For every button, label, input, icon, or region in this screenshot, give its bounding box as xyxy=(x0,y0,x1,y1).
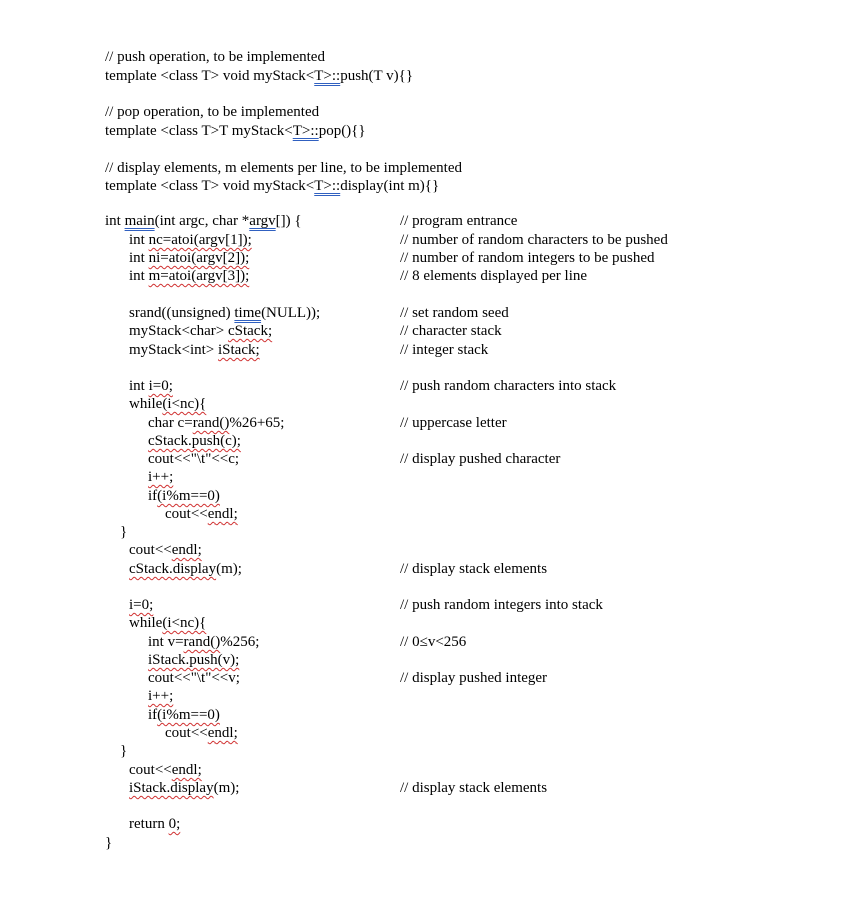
code-comment: // display pushed character xyxy=(400,451,561,467)
comment-line: // pop operation, to be implemented xyxy=(105,104,320,120)
code-line: if(i%m==0) xyxy=(148,707,220,723)
code-line: } xyxy=(120,524,128,540)
code-line: } xyxy=(120,743,128,759)
code-line: char c=rand()%26+65; xyxy=(148,415,285,431)
code-line: cout<<endl; xyxy=(165,725,238,741)
code-line: myStack<int> iStack; xyxy=(129,342,260,358)
code-comment: // 0≤v<256 xyxy=(400,634,467,650)
code-comment: // character stack xyxy=(400,323,502,339)
code-line: i++; xyxy=(148,688,174,704)
code-line: i=0; xyxy=(129,597,154,613)
code-line: } xyxy=(105,835,113,851)
code-line: while(i<nc){ xyxy=(129,615,207,631)
code-line: int m=atoi(argv[3]); xyxy=(129,268,250,284)
template-declaration: template <class T> void myStack<T>::display(int m){} xyxy=(105,178,440,194)
code-comment: // number of random integers to be pushed xyxy=(400,250,655,266)
code-line: srand((unsigned) time(NULL)); xyxy=(129,305,321,321)
template-declaration: template <class T> void myStack<T>::push(T v){} xyxy=(105,68,414,84)
code-line: int ni=atoi(argv[2]); xyxy=(129,250,250,266)
code-comment: // number of random characters to be pushed xyxy=(400,232,668,248)
code-comment: // program entrance xyxy=(400,213,518,229)
code-comment: // set random seed xyxy=(400,305,509,321)
code-comment: // push random integers into stack xyxy=(400,597,603,613)
code-line: cout<<endl; xyxy=(165,506,238,522)
code-comment: // display pushed integer xyxy=(400,670,548,686)
code-comment: // display stack elements xyxy=(400,561,548,577)
code-line: iStack.push(v); xyxy=(148,652,240,668)
code-line: return 0; xyxy=(129,816,181,832)
comment-line: // display elements, m elements per line, to be implemented xyxy=(105,160,462,176)
code-comment: // uppercase letter xyxy=(400,415,507,431)
code-comment: // integer stack xyxy=(400,342,489,358)
code-line: int i=0; xyxy=(129,378,173,394)
code-line: int nc=atoi(argv[1]); xyxy=(129,232,252,248)
code-line: cout<<"\t"<<c; xyxy=(148,451,240,467)
code-comment: // 8 elements displayed per line xyxy=(400,268,588,284)
code-line: cout<<endl; xyxy=(129,762,202,778)
code-line: if(i%m==0) xyxy=(148,488,220,504)
code-line: myStack<char> cStack; xyxy=(129,323,273,339)
code-line: cout<<endl; xyxy=(129,542,202,558)
code-line: cStack.push(c); xyxy=(148,433,241,449)
code-line: iStack.display(m); xyxy=(129,780,240,796)
code-line: cStack.display(m); xyxy=(129,561,242,577)
code-line: int main(int argc, char *argv[]) { xyxy=(105,213,302,229)
comment-line: // push operation, to be implemented xyxy=(105,49,325,65)
code-comment: // display stack elements xyxy=(400,780,548,796)
code-line: while(i<nc){ xyxy=(129,396,207,412)
code-line: int v=rand()%256; xyxy=(148,634,260,650)
code-line: i++; xyxy=(148,469,174,485)
template-declaration: template <class T>T myStack<T>::pop(){} xyxy=(105,123,366,139)
code-comment: // push random characters into stack xyxy=(400,378,617,394)
code-line: cout<<"\t"<<v; xyxy=(148,670,240,686)
